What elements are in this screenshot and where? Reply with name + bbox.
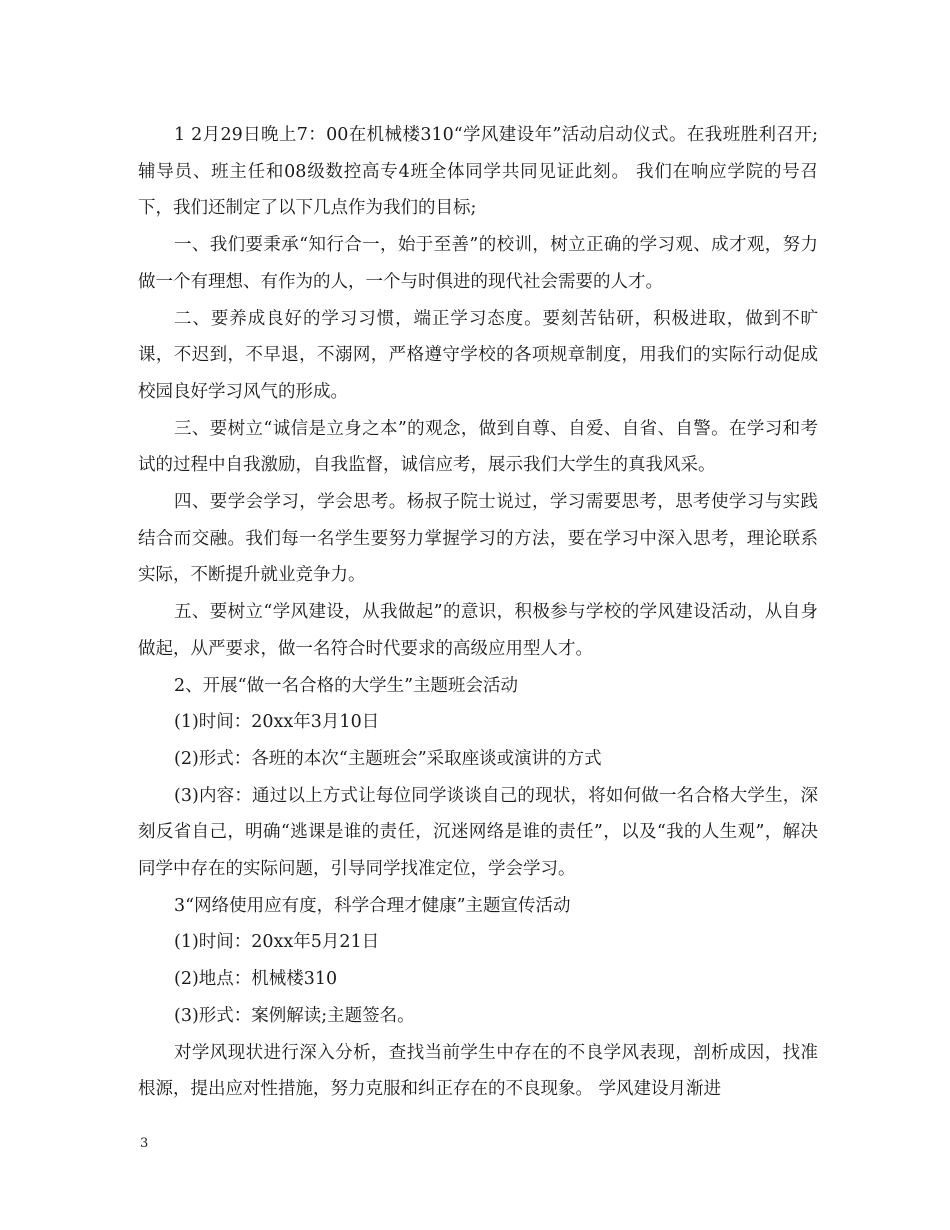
paragraph-goal-4: 四、要学会学习，学会思考。杨叔子院士说过，学习需要思考，思考使学习与实践结合而交融。我们每一名学生要努力掌握学习的方法，要在学习中深入思考，理论联系实际，不断提升就业竞争力。 xyxy=(138,492,818,586)
section-heading-class-meeting: 2、开展“做一名合格的大学生”主题班会活动 xyxy=(174,675,519,696)
list-item-time: (1)时间：20xx年3月10日 xyxy=(174,712,380,733)
list-item-content: (3)内容：通过以上方式让每位同学谈谈自己的现状，将如何做一名合格大学生，深刻反省自己，明确“逃课是谁的责任，沉迷网络是谁的责任”，以及“我的人生观”，解决同学中存在的实际问题，引导同学找准定位，学会学习。 xyxy=(138,785,818,880)
paragraph-goal-3: 三、要树立“诚信是立身之本”的观念，做到自尊、自爱、自省、自警。在学习和考试的过程中自我激励，自我监督，诚信应考，展示我们大学生的真我风采。 xyxy=(138,418,818,476)
list-item-format: (2)形式：各班的本次“主题班会”采取座谈或演讲的方式 xyxy=(174,748,602,769)
section-heading-network-campaign: 3“网络使用应有度，科学合理才健康”主题宣传活动 xyxy=(174,895,571,916)
list-item-location: (2)地点：机械楼310 xyxy=(174,969,338,990)
paragraph-goal-5: 五、要树立“学风建设，从我做起”的意识，积极参与学校的学风建设活动，从自身做起，从严要求，做一名符合时代要求的高级应用型人才。 xyxy=(138,602,818,659)
paragraph-analysis: 对学风现状进行深入分析，查找当前学生中存在的不良学风表现，剖析成因，找准根源，提出应对性措施，努力克服和纠正存在的不良现象。 学风建设月渐进 xyxy=(138,1042,818,1100)
document-body xyxy=(138,117,818,1108)
paragraph-opening: 1 2月29日晚上7：00在机械楼310“学风建设年”活动启动仪式。在我班胜利召开;辅导员、班主任和08级数控高专4班全体同学共同见证此刻。 我们在响应学院的号召下，我们还制定了以下几点作为我们的目标; xyxy=(138,125,818,219)
paragraph-goal-1: 一、我们要秉承“知行合一，始于至善”的校训，树立正确的学习观、成才观，努力做一个有理想、有作为的人，一个与时俱进的现代社会需要的人才。 xyxy=(138,235,818,292)
list-item-time: (1)时间：20xx年5月21日 xyxy=(174,932,380,953)
paragraph-goal-2: 二、要养成良好的学习习惯，端正学习态度。要刻苦钻研，积极进取，做到不旷课，不迟到，不早退，不溺网，严格遵守学校的各项规章制度，用我们的实际行动促成校园良好学习风气的形成。 xyxy=(138,308,818,402)
list-item-format: (3)形式：案例解读;主题签名。 xyxy=(174,1005,415,1026)
page-number: 3 xyxy=(140,1136,149,1151)
